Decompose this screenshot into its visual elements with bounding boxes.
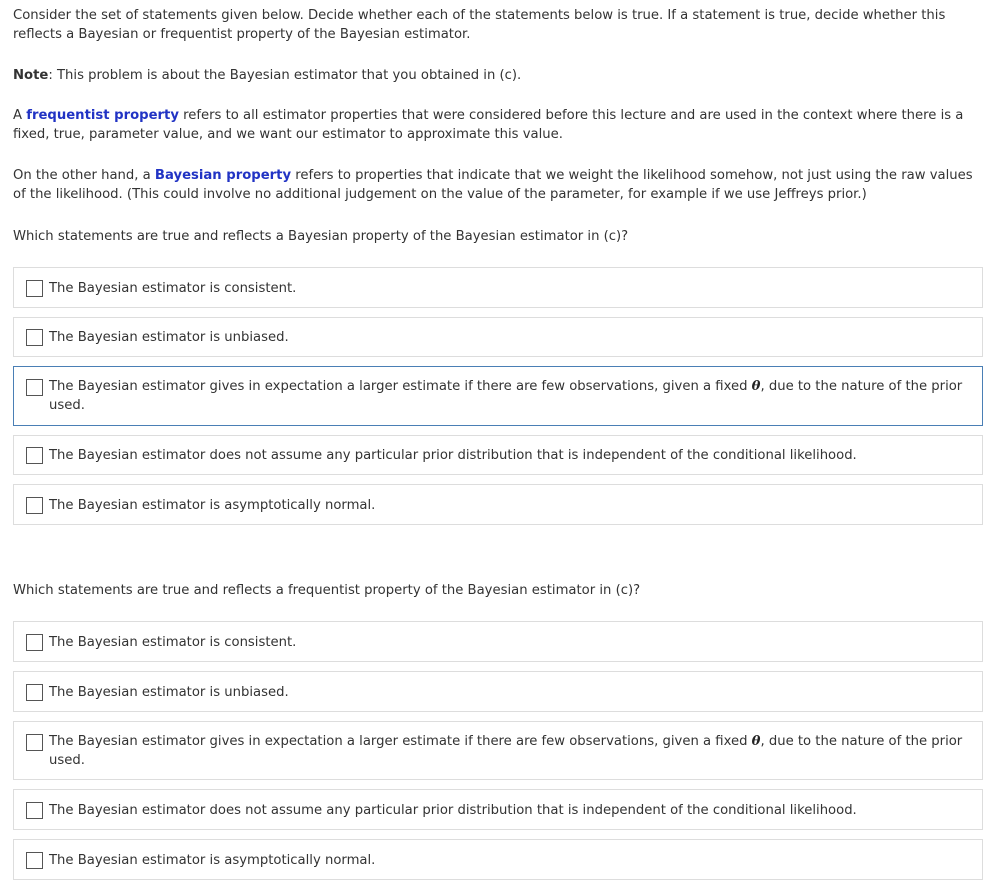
frequentist-term: frequentist property — [26, 108, 179, 123]
checkbox[interactable] — [26, 852, 43, 869]
option-label-after: , due to the nature of the prior used. — [49, 734, 963, 768]
bayesian-term: Bayesian property — [154, 168, 292, 183]
note-paragraph — [13, 66, 521, 85]
frequentist-option-no-prior[interactable] — [13, 789, 983, 830]
bayesian-option-asymptotic-normal[interactable] — [13, 484, 983, 525]
option-label-before: The Bayesian estimator gives in expectation a larger estimate if there are few observations, given a fixed — [49, 734, 752, 749]
frequentist-option-asymptotic-normal[interactable] — [13, 839, 983, 880]
bayesian-option-consistent[interactable] — [13, 267, 983, 308]
option-label-before: The Bayesian estimator gives in expectation a larger estimate if there are few observations, given a fixed — [49, 379, 752, 394]
question-frequentist-prompt: Which statements are true and reflects a frequentist property of the Bayesian estimator in (c)? — [13, 583, 641, 598]
theta-symbol: θ — [751, 379, 761, 394]
checkbox[interactable] — [26, 280, 43, 297]
option-label — [49, 732, 968, 770]
option-label: The Bayesian estimator is unbiased. — [49, 330, 289, 345]
note-label: Note — [13, 68, 49, 83]
intro-paragraph: Consider the set of statements given below. Decide whether each of the statements below is true. If a statement is true, decide whether this reflects a Bayesian or frequentist property of the Bayesian estimator. — [13, 8, 946, 42]
freq-rest: refers to all estimator properties that were considered before this lecture and are used in the context where there is a fixed, true, parameter value, and we want our estimator to approximate this value. — [13, 108, 964, 142]
bayesian-definition — [13, 166, 983, 204]
option-label: The Bayesian estimator does not assume any particular prior distribution that is independent of the conditional likelihood. — [49, 448, 857, 463]
option-label: The Bayesian estimator is asymptotically normal. — [49, 853, 376, 868]
option-label: The Bayesian estimator is consistent. — [49, 281, 297, 296]
question-bayesian-prompt: Which statements are true and reflects a Bayesian property of the Bayesian estimator in (c)? — [13, 229, 629, 244]
bayes-rest: refers to properties that indicate that we weight the likelihood somehow, not just using the raw values of the likelihood. (This could involve no additional judgement on the value of the parameter, for example if we use Jeffreys prior.) — [13, 168, 973, 202]
bayesian-option-unbiased[interactable] — [13, 317, 983, 357]
theta-symbol: θ — [751, 734, 761, 749]
bayesian-option-larger-estimate[interactable] — [13, 366, 983, 426]
freq-prefix: A — [13, 108, 27, 123]
checkbox[interactable] — [26, 684, 43, 701]
option-label: The Bayesian estimator is asymptotically normal. — [49, 498, 376, 513]
option-label: The Bayesian estimator does not assume any particular prior distribution that is independent of the conditional likelihood. — [49, 803, 857, 818]
note-text: : This problem is about the Bayesian estimator that you obtained in (c). — [48, 68, 522, 83]
checkbox[interactable] — [26, 329, 43, 346]
checkbox[interactable] — [26, 379, 43, 396]
option-label: The Bayesian estimator is unbiased. — [49, 685, 289, 700]
option-label — [49, 377, 968, 415]
frequentist-option-larger-estimate[interactable] — [13, 721, 983, 780]
checkbox[interactable] — [26, 447, 43, 464]
frequentist-option-unbiased[interactable] — [13, 671, 983, 712]
option-label-after: , due to the nature of the prior used. — [49, 379, 963, 413]
frequentist-definition — [13, 106, 978, 144]
checkbox[interactable] — [26, 634, 43, 651]
checkbox[interactable] — [26, 497, 43, 514]
option-label: The Bayesian estimator is consistent. — [49, 635, 297, 650]
bayesian-option-no-prior[interactable] — [13, 435, 983, 475]
checkbox[interactable] — [26, 734, 43, 751]
frequentist-option-consistent[interactable] — [13, 621, 983, 662]
bayes-prefix: On the other hand, a — [13, 168, 155, 183]
checkbox[interactable] — [26, 802, 43, 819]
